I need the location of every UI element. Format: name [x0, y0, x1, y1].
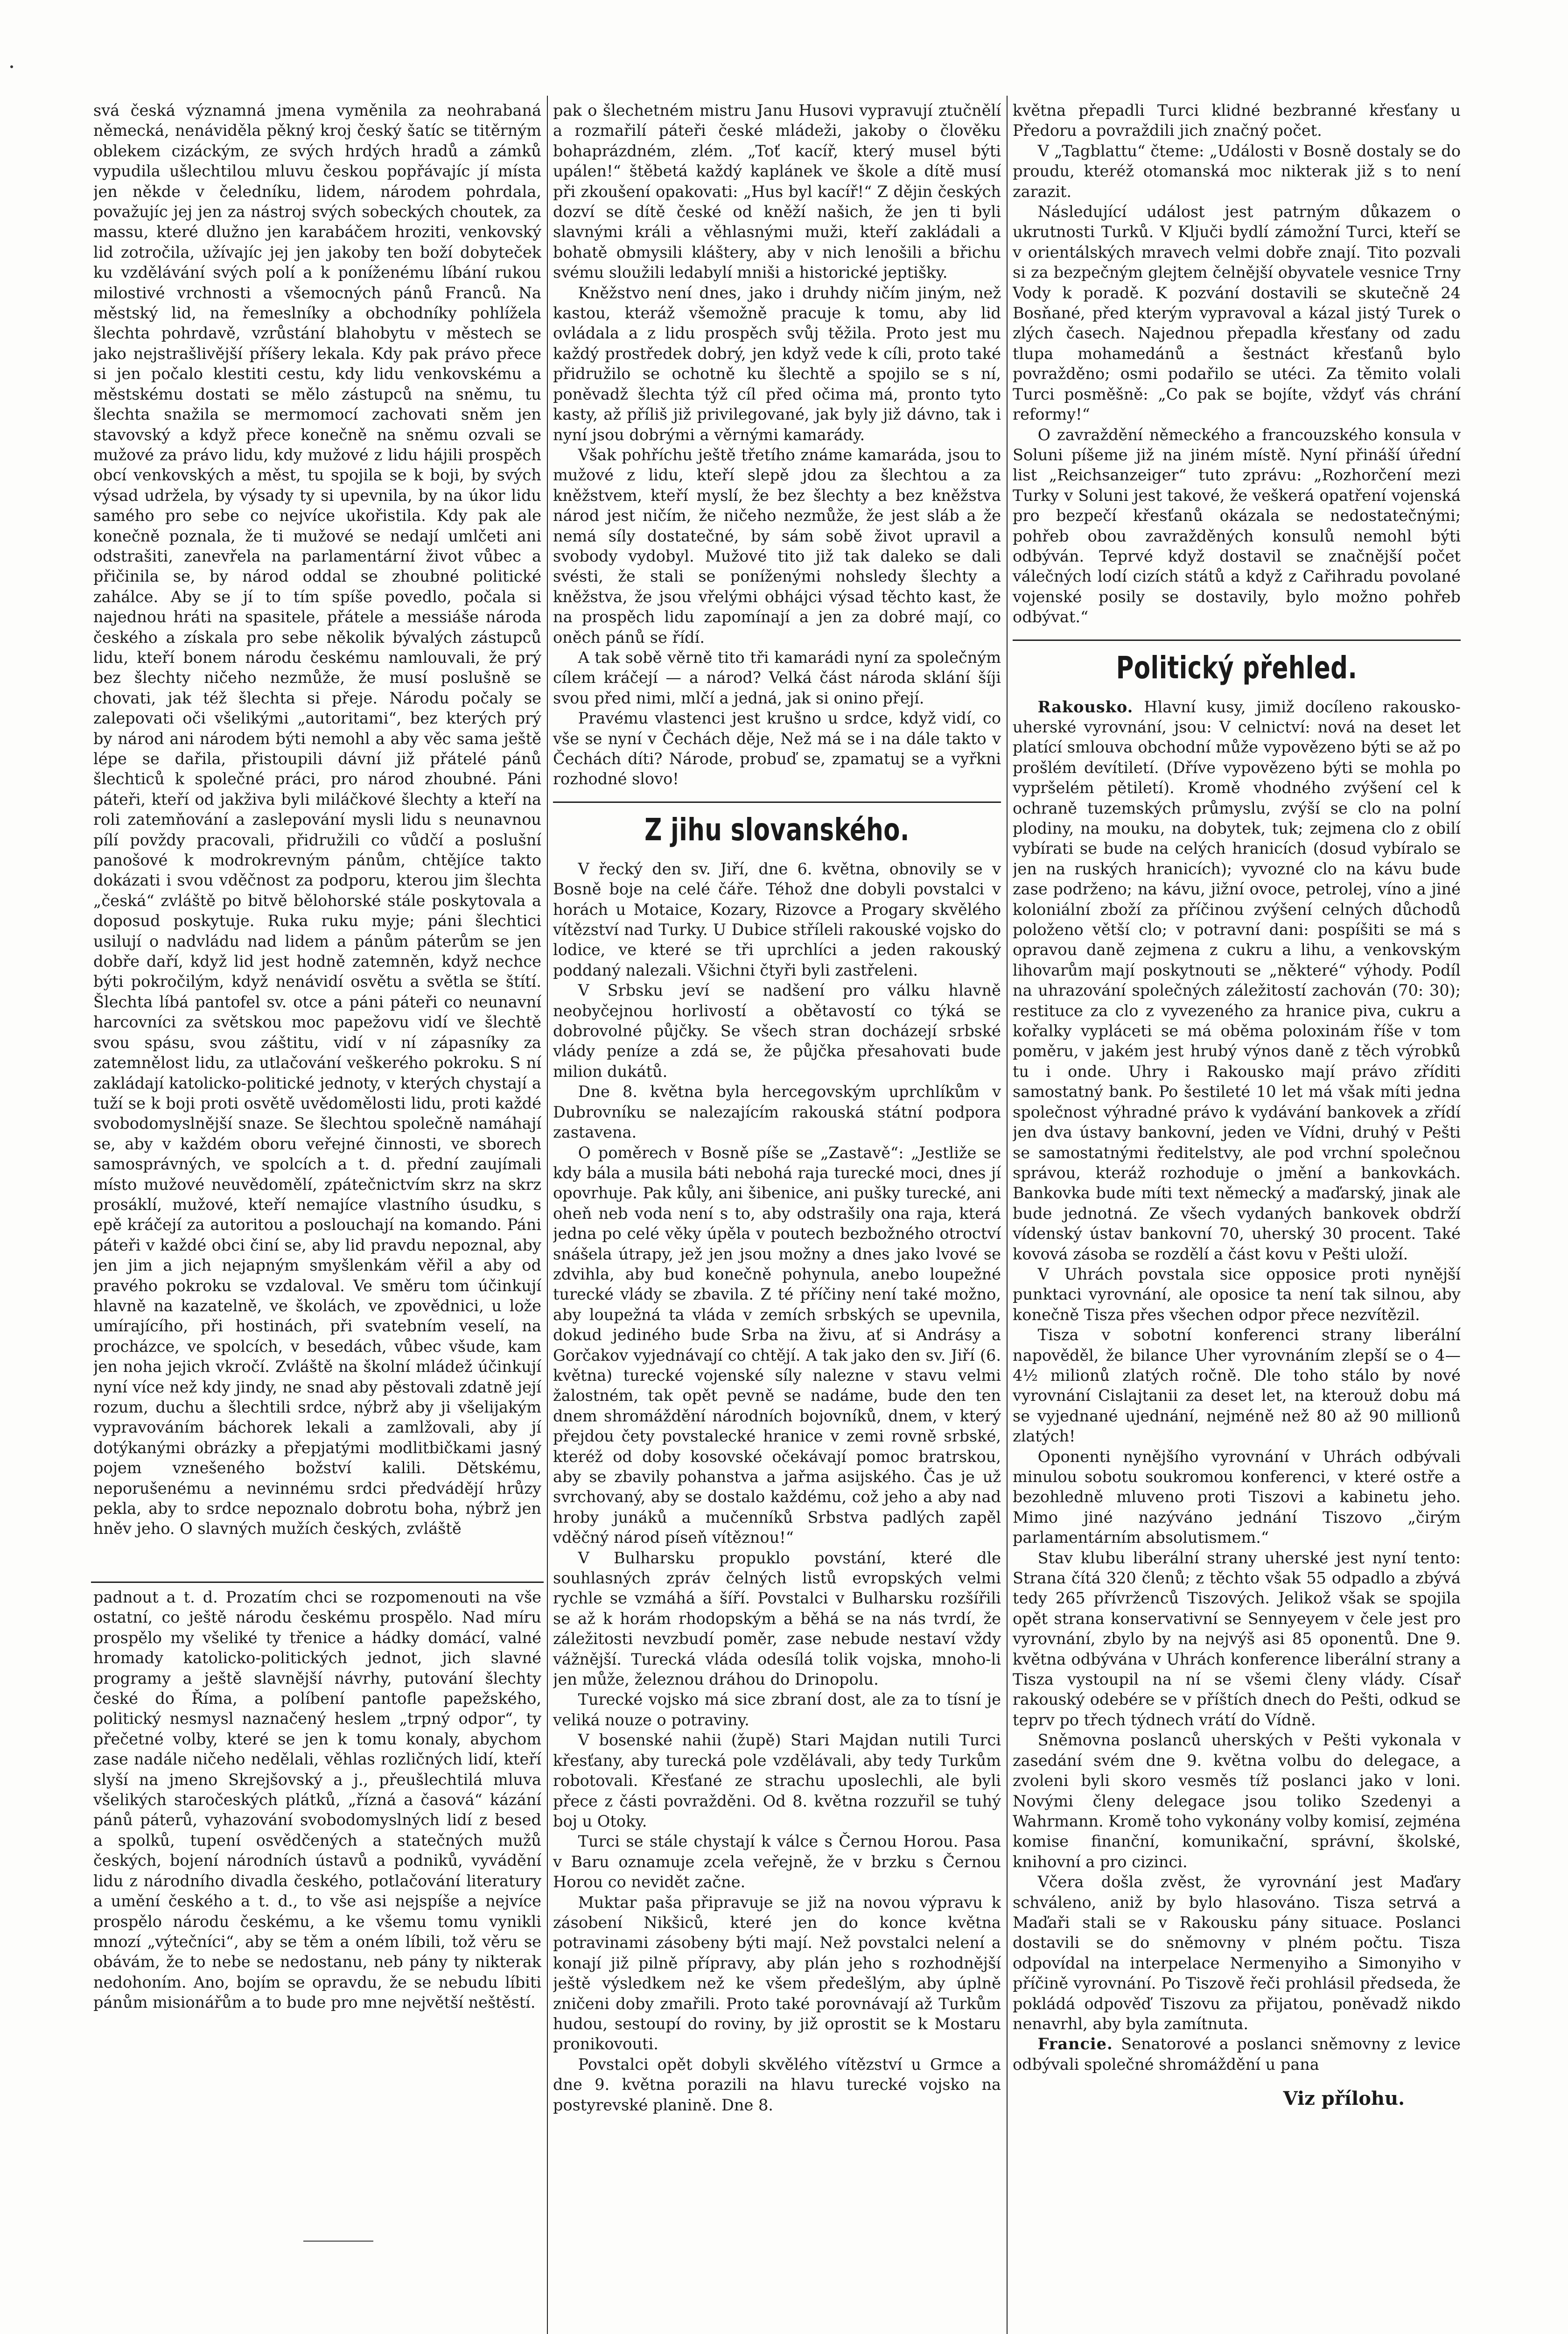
- news-paragraph: Následující událost jest patrným důkazem o ukrutnosti Turků. V Ključi bydlí zámožní Turci, kteří se v orientálských mravech velmi dobře znají. Tito pozvali si za bezpečným glejtem čelnější obyvatele vesnice Trny Vody k poradě. K pozvání dostavili se skutečně 24 Bosňané, před kterým vypravoval a kázal jistý Turek o zlých časech. Najednou přepadla křesťany od zadu tlupa mohamedánů a šestnáct křesťanů bylo povražděno; osmi podařilo se utéci. Za těmito volali Turci posměšně: „Co pak se bojíte, vždyť vás chrání reformy!“: [1013, 203, 1461, 424]
- news-paragraph: O zavraždění německého a francouzského konsula v Soluni píšeme již na jiném místě. Nyní přináší úřední list „Reichsanzeiger“ tuto zprávu: „Rozhorčení mezi Turky v Soluni jest takové, že veškerá opatření vojenská pro bezpečí křesťanů okázala se nedostatečnými; pohřeb obou zavražděných konsulů nemohl býti odbýván. Teprvé když dostavil se značnější počet válečných lodí cizích států a když z Cařihradu povolané vojenské posily se dostavily, bylo možno pohřeb odbývat.“: [1013, 425, 1461, 626]
- news-paragraph: Turecké vojsko má sice zbraní dost, ale za to tísní je veliká nouze o potraviny.: [553, 1690, 1001, 1729]
- article-paragraph: A tak sobě věrně tito tři kamarádi nyní za společným cílem kráčejí — a národ? Velká část národa sklání šíji svou před nimi, mlčí a jedná, jak si onino přejí.: [553, 648, 1001, 707]
- news-paragraph: Dne 8. května byla hercegovským uprchlíkům v Dubrovníku se nalezajícím rakouská státní podpora zastavena.: [553, 1083, 1001, 1142]
- politics-paragraph: Oponenti nynějšího vyrovnání v Uhrách odbývali minulou sobotu soukromou konferenci, v které ostře a bezohledně mluveno proti Tiszovi a kabinetu jeho. Mimo jiné nazýváno jednání Tiszovo „čirým parlamentárním absolutismem.“: [1013, 1447, 1461, 1547]
- section-rule: [553, 801, 1001, 803]
- news-paragraph: O poměrech v Bosně píše se „Zastavě“: „Jestliže se kdy bála a musila báti nebohá raja turecké moci, dnes jí opovrhuje. Pak kůly, ani šibenice, ani pušky turecké, ani oheň neb voda není s to, aby odstrašily ona raja, která jedna po celé věky úpěla v poutech bezbožného otroctví snášela útrapy, jež jen jsou možny a dnes jako lvové se zdvihla, aby bud konečně pohynula, anebo loupežné turecké vlády se zbavila. Z té příčiny není také možno, aby loupežná ta vláda v zemích srbských se upevnila, dokud jediného bude Srba na živu, ať si Andrásy a Gorčakov vyjednávají co chtějí. A tak jako den sv. Jiří (6. května) turecké vojenské síly nalezne v stavu velmi žalostném, tak opět pevně se nadáme, bude den ten dnem shromáždění národních bojovníků, dnem, v který přejdou čety povstalecké hranice v zemi rovně srbské, kteréž od doby kosovské očekávají pomoc bratrskou, aby se zbavily pohanstva a jařma asijského. Čas je už svrchovaný, aby se dostalo každému, což jeho a aby nad hroby junáků a mučenníků Srbstva padlých zapěl vděčný národ píseň vítěznou!“: [553, 1143, 1001, 1547]
- news-paragraph: Muktar paša připravuje se již na novou výpravu k zásobení Nikšiců, které jen do konce května potravinami zásobeny býti mají. Než povstalci nelení a konají již pilně přípravy, aby plán jeho s rozhodnější ještě výsledkem než ke všem předešlým, aby úplně zničeni doby zmařili. Proto také porovnávají až Turkům hudou, sestoupí do roviny, by již oprostit se k Mostaru pronikovouti.: [553, 1893, 1001, 2053]
- see-supplement-note: Viz přílohu.: [1283, 2088, 1405, 2110]
- politics-text: Hlavní kusy, jimiž docíleno rakousko-uherské vyrovnání, jsou: V celnictví: nová na deset let platící smlouva obchodní může vypovězeno býti se až po prošlém devítiletí. (Dříve vypovězeno býti se mohla po vypršelém pětiletí). Kromě vhodného zvýšení cel k ochraně tuzemských průmyslu, zvýší se clo na polní plodiny, na mouku, na dobytek, tuk; zejmena clo z obilí vybírati se bude na celých hranicích (dosud vybíralo se jen na ruských hranicích); vyvozné clo na kávu bude zase podrženo; na kávu, jižní ovoce, petrolej, víno a jiné koloniální zboží za příčinou zvýšení celných důchodů položeno větší clo; v potravní dani: pospíšiti se má s opravou daně zejmena z cukru a lihu, a venkovským lihovarům mají poskytnouti se „některé“ výhody. Podíl na uhrazování společných záležitostí zachován (70: 30); restituce za clo z vyvezeného za hranice piva, cukru a kořalky vypláceti se má oběma poloxinám říše v tom poměru, v jakém jest hrubý výnos daně z těch výrobků tu i onde. Uhry i Rakousko mají právo zříditi samostatný bank. Po šestileté 10 let má však míti jedna společnost výhradné právo k vydávání bankovek a zřídí jen dva ústavy bankovní, jeden ve Vídni, druhý v Pešti se samostatnými ředitelstvy, ale pod vrchní společnou správou, kteráž rozhoduje o jmění a bankovkách. Bankovka bude míti text německý a maďarský, jinak ale bude jednotná. Ze všech vydaných bankovek obdrží vídenský ústav bankovní 70, uherský 30 procent. Také kovová zásoba se rozdělí a část kovu v Pešti uloží.: [1013, 697, 1461, 1263]
- column-1-top: [93, 100, 541, 1575]
- politics-paragraph: Včera došla zvěst, že vyrovnání jest Maďary schváleno, aniž by bylo hlasováno. Tisza setrvá a Maďaři stali se v Rakousku pány situace. Poslanci dostavili se do sněmovny v plném počtu. Tisza odpovídal na interpelace Nermenyiho a Simonyiho v příčině vyrovnání. Po Tiszově řeči prohlásil předseda, že pokládá odpověď Tiszovu za přijatou, poněvadž nikdo nenavrhl, aby byla zamítnuta.: [1013, 1873, 1461, 2033]
- column-1-bottom: [93, 1587, 541, 2222]
- column-3: [1013, 100, 1461, 2334]
- news-paragraph: Povstalci opět dobyli skvělého vítězství u Grmce a dne 9. května porazili na hlavu turecké vojsko na postyrevské planině. Dne 8.: [553, 2055, 1001, 2114]
- politics-paragraph: V Uhrách povstala sice opposice proti nynější punktaci vyrovnání, ale oposice ta není tak silnou, aby konečně Tisza přes všechen odpor přece nezvítězil.: [1013, 1265, 1461, 1324]
- column-divider-rule: [91, 1582, 544, 1583]
- politics-paragraph: Tisza v sobotní konferenci strany liberální napověděl, že bilance Uher vyrovnáním zlepší se o 4—4½ milionů zlatých ročně. Dle toho stálo by nové vyrovnání Cislajtanii za deset let, na kterouž dobu má se vyjednané ujednání, nejméně než 80 až 90 millionů zlatých!: [1013, 1326, 1461, 1446]
- column-separator-1: [547, 96, 548, 2334]
- section-rule: [1013, 640, 1461, 641]
- politics-paragraph: [1013, 697, 1461, 1264]
- feuilleton-paragraph: padnout a t. d. Prozatím chci se rozpomenouti na vše ostatní, co ještě národu českému prospělo. Nad míru prospělo my všeliké ty třenice a hádky domácí, valné hromady katolicko-politických jednot, jich slavné programy a ještě slavnější návrhy, putování šlechty české do Říma, a políbení pantofle papežského, politický nesmysl naznačený heslem „trpný odpor“, ty přečetné volby, které se jen k tomu konaly, abychom zase nadále ničeho nedělali, věhlas rozličných lidí, kteří slyší na jmeno Skrejšovský a j., přeušlechtilá mluva všelikých staročeských plátků, „řízná a časová“ kázání pánů páterů, vyhazování svobodomyslných lidí z besed a spolků, tupení osvědčených a statečných mužů českých, bojení národních ústavů a podniků, vyvádění lidu z národního divadla českého, potlačování literatury a umění českého a t. d., to vše asi nejspíše a nejvíce prospělo národu českému, a ke všemu tomu vynikli mnozí „výtečníci“, aby se těm a oném líbili, tož věru se obávám, že to nebe se nedostanu, neb pány ty nikterak nedohoním. Ano, bojím se opravdu, že se nebudu líbiti pánům misionářům a to bude pro mne největší neštěstí.: [93, 1588, 541, 2012]
- end-rule: [303, 2241, 373, 2242]
- news-paragraph: V Srbsku jeví se nadšení pro válku hlavně neobyčejnou horlivostí a obětavostí co týká se dobrovolné půjčky. Se všech stran docházejí srbské vlády peníze a zdá se, že půjčka přesahovati bude milion dukátů.: [553, 981, 1001, 1081]
- column-separator-2: [1007, 96, 1008, 2334]
- article-paragraph: Však pohříchu ještě třetího známe kamaráda, jsou to mužové z lidu, kteří slepě jdou za šlechtou a za kněžstvem, kteří myslí, že bez šlechty a bez kněžstva národ jest ničím, že ničeho nezmůže, že jest sláb a že nemá síly dostatečné, by sám sobě život upravil a svobody vydobyl. Mužové tito již tak daleko se dali svésti, že stali se poníženými nohsledy šlechty a kněžstva, že jsou vřelými obhájci výsad těchto kast, že na prospěch lidu zapomínají a jen za dobré mají, co oněch pánů se řídí.: [553, 445, 1001, 647]
- article-paragraph: Pravému vlastenci jest krušno u srdce, když vidí, co vše se nyní v Čechách děje, Než má se i na dále takto v Čechách díti? Národe, probuď se, zpamatuj se a vyřkni rozhodné slovo!: [553, 709, 1001, 788]
- column-2: [553, 100, 1001, 2334]
- section-heading-political-overview: Politický přehled.: [1116, 649, 1358, 686]
- news-paragraph: Turci se stále chystají k válce s Černou Horou. Pasa v Baru oznamuje zcela veřejně, že v brzku s Černou Horou co nevidět začne.: [553, 1832, 1001, 1891]
- news-paragraph: V řecký den sv. Jiří, dne 6. května, obnovily se v Bosně boje na celé čáře. Téhož dne dobyli povstalci v horách u Motaice, Kozary, Rizovce a Progary skvělého vítězství nad Turky. U Dubice stříleli rakouské vojsko do lodice, ve které se tři uprchlíci a jeden rakouský poddaný nalezali. Všichni čtyři byli zastřeleni.: [553, 859, 1001, 979]
- politics-paragraph: Stav klubu liberální strany uherské jest nyní tento: Strana čítá 320 členů; z těchto však 55 odpadlo a zbývá tedy 265 přívrženců Tiszových. Jelikož však se spojila opět strana konservativní se Sennyeyem v čele jest pro vyrovnání, zbylo by na nejvýš asi 85 oponentů. Dne 9. května odbývána v Uhrách konference liberální strany a Tisza vystoupil na ní se všemi členy vlády. Císař rakouský odebére se v příštích dnech do Pešti, odkud se teprv po třech týdnech vrátí do Vídně.: [1013, 1548, 1461, 1729]
- politics-paragraph: [1013, 2034, 1461, 2074]
- article-continuation-paragraph: svá česká významná jmena vyměnila za neohrabaná německá, nenáviděla pěkný kroj český šatíc se titěrným oblekem cizáckým, ze svých hrdých hradů a zámků vypudila ušlechtilou mluvu českou popřávajíc jí místa jen někde v čeledníku, lidem, národem pohrdala, považujíc jej jen za nástroj svých sobeckých choutek, za massu, které dlužno jen karabáčem hroziti, venkovský lid zotročila, užívajíc jej jen jakoby ten boží dobyteček ku vzdělávání svých polí a k poníženému líbání rukou milostivé vrchnosti a všemocných pánů Franců. Na městský lid, na řemeslníky a obchodníky pohlížela šlechta pohrdavě, vzrůstání blahobytu v městech se jako nejstrašlivější příšery lekala. Kdy pak právo přece si jen počalo klestiti cestu, kdy lidu venkovskému a městskému dostati se mělo zástupců na sněmu, tu šlechta snažila se mermomocí zachovati sněm jen stavovský a když přece konečně na sněmu ozvali se mužové za právo lidu, kdy mužové z lidu hájili prospěch obcí venkovských a měst, tu spojila se k boji, by svých výsad udržela, by výsady ty si upevnila, by na úkor lidu samého pro sebe co nejvíce ukořistila. Kdy pak ale konečně poznala, že ti mužové se nedají umlčeti ani odstrašiti, zanevřela na parlamentární život vůbec a přičinila se, by národ oddal se zhoubné politické zahálce. Aby se jí to tím spíše povedlo, počala si najednou hráti na spasitele, přátele a messiáše národa českého a získala pro sebe několik bývalých zástupců lidu, kteří bonem národu českému namlouvali, že prý bez šlechty ničeho nezmůže, že musí poslušně se chovati, jak též šlechta si přeje. Národu počaly se zalepovati oči všelikými „autoritami“, bez kterých prý by národ ani národem býti nemohl a aby věc sama ještě lépe se dařila, přistoupili dávní již přátelé pánů šlechticů k společné práci, pro národ zhoubné. Páni páteři, kteří od jakživa byli miláčkové šlechty a kteří na roli zatemňování a zaslepování mysli lidu s neunavnou pílí povždy pracovali, přidružili co vůdčí a poslušní panošové k modrokrevným pánům, chtějíce takto dokázati i svou vděčnost za podporu, kterou jim šlechta „česká“ zvláště po bitvě bělohorské stále poskytovala a doposud poskytuje. Ruka ruku myje; páni šlechtici usilují o nadvládu nad lidem a pánům páterům se jen dobře daří, když lid jest hodně zatemněn, když nechce býti pokročilým, když nenávidí osvětu a světla se štítí. Šlechta líbá pantofel sv. otce a páni páteři co neunavní harcovníci za světskou moc papežovu vidí ve šlechtě svou spásu, svou záštitu, vidí v ní zápasníky za zatemnělost lidu, za utlačování veškerého pokroku. S ní zakládají katolicko-politické jednoty, v kterých chystají a tuží se k boji proti osvětě uvědomělosti lidu, proti každé svobodomyslnější snaze. Se šlechtou společně namáhají se, aby v každém oboru veřejné činnosti, ve sborech samosprávných, ve spolcích a t. d. přední zaujímali místo mužové neuvědomělí, zpátečnictvím skrz na skrz prosáklí, mužové, kteří nemajíce vlastního úsudku, s epě kráčejí za autoritou a poslouchají na komando. Páni páteři v každé obci činí se, aby lid pravdu nepoznal, aby jen jim a jich nejapným smyšlenkám věřil a aby od pravého pokroku se vzdaloval. Ve směru tom účinkují hlavně na kazatelně, ve školách, ve zpovědnici, u lože umírajícího, při hostinách, při svatebním veselí, na procházce, ve spolcích, v besedách, vůbec všude, kam jen noha jejich vkročí. Zvláště na školní mládež účinkují nyní více než kdy jindy, ne snad aby pěstovali zdatně její rozum, duchu a šlechtili srdce, nýbrž aby ji všelijakým vypravováním báchorek lekali a zamlžovali, aby jí dotýkanými obrázky a přepjatými modlitbičkami jasný pojem vznešeného božství kalili. Dětskému, neporušenému a nevinnému srdci předvádějí hrůzy pekla, aby to srdce nepoznalo dobrotu boha, nýbrž jen hněv jeho. O slavných mužích českých, zvláště: [93, 101, 541, 1538]
- article-paragraph: pak o šlechetném mistru Janu Husovi vypravují ztučnělí a rozmařilí páteři české mládeži, jakoby o člověku bohaprázdném, zlém. „Toť kacíř, který musel býti upálen!“ štěbetá každý kaplánek ve škole a dítě musí při zkoušení opakovati: „Hus byl kacíř!“ Z dějin českých dozví se dítě české od kněží našich, že jen ti byli slavnými králi a věhlasnými muži, kteří zakládali a bohatě obmysili kláštery, aby v nich lenošili a břichu svému sloužili ledabylí mniši a historické jeptišky.: [553, 101, 1001, 282]
- news-paragraph: V „Tagblattu“ čteme: „Události v Bosně dostaly se do proudu, kteréž otomanská moc nikterak již s to není zarazit.: [1013, 141, 1461, 201]
- article-paragraph: Kněžstvo není dnes, jako i druhdy ničím jiným, než kastou, kteráž všemožně pracuje k tomu, aby lid ovládala a z lidu prospěch svůj těžila. Proto jest mu každý prostředek dobrý, jen když vede k cíli, proto také přidružilo se ochotně ku šlechtě a spojilo se s ní, poněvadž šlechta týž cíl před očima má, pronto tyto kasty, až příliš již privilegované, jak byly již dávno, tak i nyní jsou dobrými a věrnými kamarády.: [553, 283, 1001, 444]
- politics-text: Senatorové a poslanci sněmovny z levice odbývali společné shromáždění u pana: [1013, 2035, 1461, 2074]
- news-paragraph: V Bulharsku propuklo povstání, které dle souhlasných zpráv čelných listů evropských velmi rychle se vzmáhá a šíří. Povstalci v Bulharsku rozšířili se až k horám rhodopským a běhá se na nás tvrdí, že záležitosti nevzbudí poměr, zase nebude nestaví vždy vážnější. Turecká vláda odesílá tolik vojska, mnoho-li jen může, železnou dráhou do Drinopolu.: [553, 1548, 1001, 1689]
- country-lead-france: Francie.: [1037, 2035, 1113, 2053]
- news-paragraph: května přepadli Turci klidné bezbranné křesťany u Předoru a povraždili jich značný počet.: [1013, 101, 1461, 140]
- news-paragraph: V bosenské nahii (župě) Stari Majdan nutili Turci křesťany, aby turecká pole vzdělávali, aby tedy Turkům robotovali. Křesťané ze strachu uposlechli, ale byli přece z části povražděni. Od 8. května rozzuřil se tuhý boj u Otoky.: [553, 1731, 1001, 1830]
- country-lead-austria: Rakousko.: [1037, 697, 1134, 716]
- section-heading-south-slavic: Z jihu slovanského.: [644, 811, 910, 848]
- politics-paragraph: Sněmovna poslanců uherských v Pešti vykonala v zasedání svém dne 9. května volbu do delegace, a zvoleni byli skoro vesměs tíž poslanci jako v loni. Novými členy delegace jsou toliko Szedenyi a Wahrmann. Kromě toho vykonány volby komisí, zejména komise finanční, komunikační, správní, školské, knihovní a pro cizinci.: [1013, 1731, 1461, 1871]
- print-speck: [10, 65, 13, 68]
